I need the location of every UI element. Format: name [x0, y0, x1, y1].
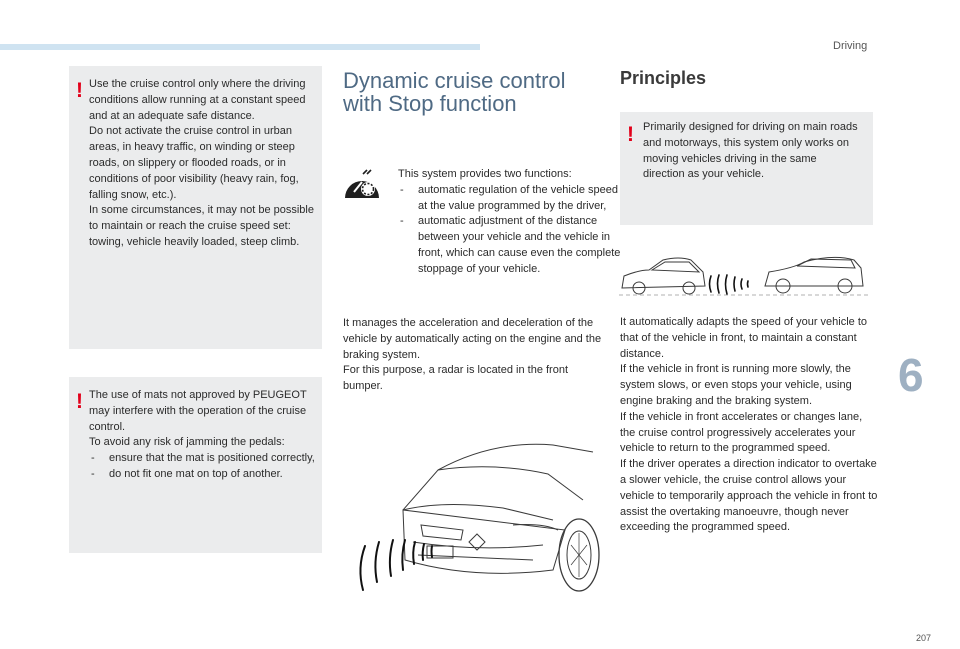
body-paragraph: If the vehicle in front is running more slowly, the system slows, or even stops your vehicle, using engine braking and the braking system.: [620, 363, 852, 407]
principles-description: [620, 315, 878, 536]
functions-list: [398, 183, 623, 278]
list-item: - automatic adjustment of the distance between your vehicle and the vehicle in front, which can cause even the complete stoppage of your vehicle.: [398, 214, 623, 277]
two-cars-radar-illustration: [619, 250, 871, 300]
radar-description: [343, 316, 605, 395]
mats-list: [89, 451, 321, 483]
body-paragraph: If the vehicle in front accelerates or changes lane, the cruise control progressively accelerates your vehicle to return to the programmed speed.: [620, 410, 863, 455]
title-line: with Stop function: [343, 91, 517, 116]
chapter-number: 6: [898, 349, 924, 401]
top-accent-bar: [0, 44, 480, 50]
car-front-radar-illustration: [343, 430, 611, 600]
warning-text: [89, 77, 321, 251]
title-line: Dynamic cruise control: [343, 68, 566, 93]
body-paragraph: It manages the acceleration and deceleration of the vehicle by automatically acting on the engine and the braking system.: [343, 317, 602, 361]
warning-paragraph: The use of mats not approved by PEUGEOT may interfere with the operation of the cruise control.: [89, 389, 307, 433]
warning-paragraph: Use the cruise control only where the driving conditions allow running at a constant speed and at an adequate safe distance.: [89, 78, 306, 122]
body-paragraph: It automatically adapts the speed of your vehicle to that of the vehicle in front, to maintain a constant distance.: [620, 316, 868, 360]
warning-paragraph: In some circumstances, it may not be possible to maintain or reach the cruise speed set: towing, vehicle heavily loaded, steep climb.: [89, 204, 314, 248]
warning-icon: !: [627, 123, 634, 146]
warning-box-cruise-usage: [69, 66, 322, 349]
warning-paragraph: To avoid any risk of jamming the pedals:: [89, 436, 285, 449]
body-paragraph: For this purpose, a radar is located in the front bumper.: [343, 364, 569, 393]
warning-box-mats: [69, 377, 322, 553]
page-number: 207: [916, 633, 932, 643]
warning-icon: !: [76, 390, 83, 413]
list-item: - do not fit one mat on top of another.: [89, 467, 321, 483]
warning-text: [89, 388, 321, 483]
warning-icon: !: [76, 79, 83, 102]
note-box-principles: [620, 112, 873, 225]
functions-intro: This system provides two functions:: [398, 168, 572, 180]
speedometer-icon: [342, 168, 382, 202]
list-item: - ensure that the mat is positioned correctly,: [89, 451, 321, 467]
body-paragraph: If the driver operates a direction indicator to overtake a slower vehicle, the cruise control allows your vehicle to temporarily approach the vehicle in front to assist the overtaking manoeuvre, though never exceeding the programmed speed.: [620, 458, 878, 534]
list-item: - automatic regulation of the vehicle speed at the value programmed by the driver,: [398, 183, 623, 215]
note-text: Primarily designed for driving on main roads and motorways, this system only works on moving vehicles driving in the same direction as your vehicle.: [643, 121, 858, 181]
section-title: Driving: [833, 40, 868, 52]
page-title: [343, 69, 603, 115]
warning-paragraph: Do not activate the cruise control in urban areas, in heavy traffic, on winding or steep roads, on slippery or flooded roads, or in conditions of poor visibility (heavy rain, fog, falling snow, etc.).: [89, 125, 299, 201]
functions-block: [398, 167, 623, 278]
section-heading-principles: Principles: [620, 68, 707, 88]
